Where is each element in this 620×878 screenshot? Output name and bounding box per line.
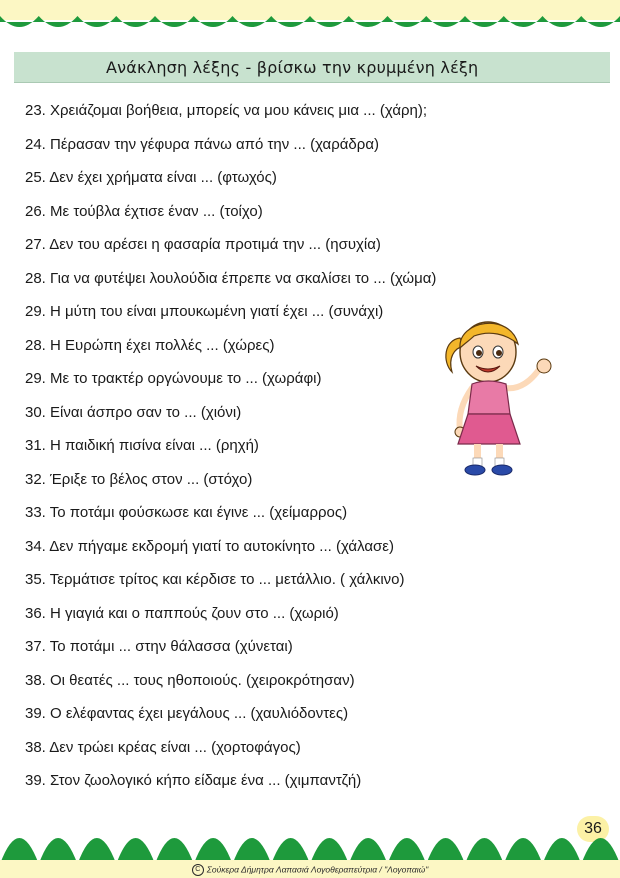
- page-number-badge: 36: [577, 816, 609, 842]
- sentence-item: 34. Δεν πήγαμε εκδρομή γιατί το αυτοκίνητο ... (χάλασε): [25, 537, 394, 555]
- sentence-item: 23. Χρειάζομαι βοήθεια, μπορείς να μου κάνεις μια ... (χάρη);: [25, 102, 428, 119]
- sentence-item: 30. Είναι άσπρο σαν το ... (χιόνι): [25, 403, 242, 421]
- title-bar: [14, 52, 610, 83]
- sentence-item: 31. Η παιδική πισίνα είναι ... (ρηχή): [25, 437, 259, 454]
- sentence-item: 35. Τερμάτισε τρίτος και κέρδισε το ... μετάλλιο. ( χάλκινο): [25, 571, 405, 588]
- sentence-item: 28. Για να φυτέψει λουλούδια έπρεπε να σκαλίσει το ... (χώμα): [25, 269, 437, 287]
- sentence-item: 39. Ο ελέφαντας έχει μεγάλους ... (χαυλιόδοντες): [25, 705, 349, 722]
- sentence-item: 28. Η Ευρώπη έχει πολλές ... (χώρες): [25, 336, 275, 354]
- sentence-item: 32. Έριξε το βέλος στον ... (στόχο): [25, 470, 253, 488]
- sentence-item: 27. Δεν του αρέσει η φασαρία προτιμά την ... (ησυχία): [25, 236, 381, 253]
- sentence-item: 33. Το ποτάμι φούσκωσε και έγινε ... (χείμαρρος): [25, 504, 348, 521]
- sentence-item: 25. Δεν έχει χρήματα είναι ... (φτωχός): [25, 169, 277, 186]
- sentence-item: 37. Το ποτάμι ... στην θάλασσα (χύνεται): [25, 638, 293, 655]
- sentence-item: 36. Η γιαγιά και ο παππούς ζουν στο ... (χωριό): [25, 604, 339, 622]
- top-scallop-border: [0, 16, 620, 38]
- sentence-item: 38. Οι θεατές ... τους ηθοποιούς. (χειροκρότησαν): [25, 671, 355, 689]
- girl-waving-icon: [440, 310, 560, 482]
- sentence-item: 26. Με τούβλα έχτισε έναν ... (τοίχο): [25, 202, 263, 220]
- sentence-item: 38. Δεν τρώει κρέας είναι ... (χορτοφάγος): [25, 738, 301, 756]
- sentence-item: 39. Στον ζωολογικό κήπο είδαμε ένα ... (χιμπαντζή): [25, 772, 362, 789]
- sentence-item: 29. Με το τρακτέρ οργώνουμε το ... (χωράφι): [25, 370, 322, 387]
- sentence-list: [25, 101, 436, 805]
- sentence-item: 29. Η μύτη του είναι μπουκωμένη γιατί έχει ... (συνάχι): [25, 303, 384, 320]
- sentence-item: 24. Πέρασαν την γέφυρα πάνω από την ... (χαράδρα): [25, 135, 379, 153]
- footer-credit-text: Σούκερα Δήμητρα Λαπασιά Λογοθεραπεύτρια / "Λογοπαιώ": [206, 864, 429, 875]
- page-title: Ανάκληση λέξης - βρίσκω την κρυμμένη λέξη: [106, 58, 479, 77]
- footer-credit: [0, 864, 620, 876]
- copyright-icon: C: [192, 864, 204, 876]
